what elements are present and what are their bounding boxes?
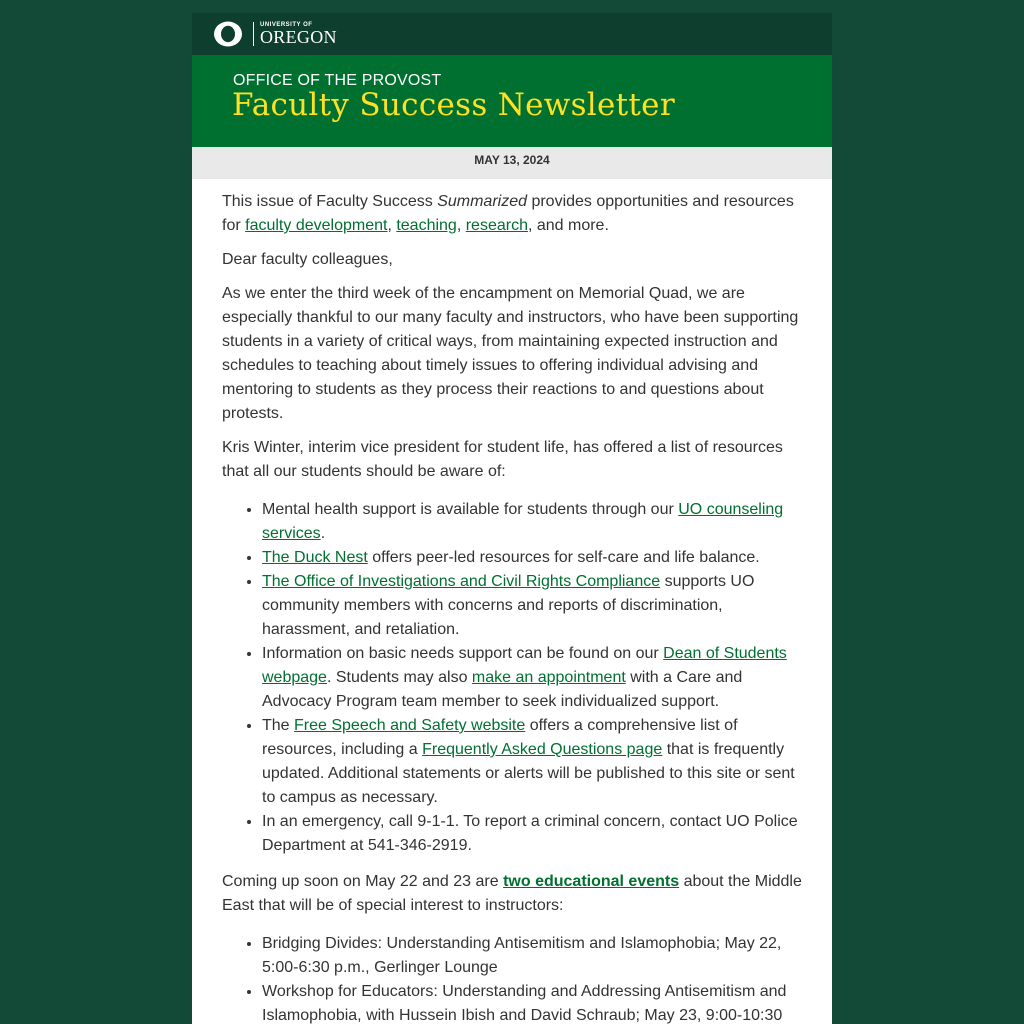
item-text: Information on basic needs support can be found on our [262,645,664,662]
duck-nest-link[interactable]: The Duck Nest [262,549,368,566]
events-text: Coming up soon on May 22 and 23 are [222,873,504,890]
intro-italic: Summarized [437,193,527,210]
teaching-link[interactable]: teaching [396,217,457,234]
list-item [262,570,802,642]
list-item [262,546,802,570]
item-text: that is frequently updated. Additional statements or alerts will be published to this site or sent to campus as necessary. [262,741,795,806]
faculty-development-link[interactable]: faculty development [245,217,388,234]
o-mark-icon [213,21,243,47]
resources-list [222,498,802,858]
events-list [222,932,802,1024]
item-text: Mental health support is available for students through our [262,501,679,518]
intro-text: This issue of Faculty Success [222,193,438,210]
educational-events-link[interactable]: two educational events [503,873,680,890]
intro-text-mid: provides opportunities and resources for [222,193,794,234]
civil-rights-office-link[interactable]: The Office of Investigations and Civil Rights Compliance [262,573,661,590]
item-text: . Students may also [326,669,472,686]
free-speech-link[interactable]: Free Speech and Safety website [294,717,526,734]
research-link[interactable]: research [465,217,528,234]
intro-paragraph [222,190,802,238]
events-paragraph [222,870,802,918]
list-item [262,642,802,714]
greeting: Dear faculty colleagues, [222,251,393,268]
list-item: • In an emergency, call 9-1-1. To report a criminal concern, contact UO Police Department at 541-346-2919. [262,810,802,858]
intro-separator: , [456,217,466,234]
list-item: • Bridging Divides: Understanding Antisemitism and Islamophobia; May 22, 5:00-6:30 p.m., Gerlinger Lounge [262,932,802,980]
make-appointment-link[interactable]: make an appointment [471,669,626,686]
list-item: • Workshop for Educators: Understanding and Addressing Antisemitism and Islamophobia, with Hussein Ibish and David Schraub; May 23, 9:00-10:30 [262,980,802,1024]
top-bar [192,13,832,55]
dean-of-students-link[interactable]: Dean of Students webpage [262,645,787,686]
logo-small-text: UNIVERSITY OF [260,22,313,28]
encampment-paragraph: As we enter the third week of the encampment on Memorial Quad, we are especially thankful to our many faculty and instructors, who have been supporting students in a variety of critical ways, from maintaining expected instruction and schedules to teaching about timely issues to offering individual advising and mentoring to students as they process their reactions to and questions about protests. [222,285,799,422]
list-item [262,714,802,810]
item-text: offers a comprehensive list of resources, including a [262,717,738,758]
item-text: The [262,717,295,734]
intro-text-end: , and more. [527,217,609,234]
resources-intro-paragraph: Kris Winter, interim vice president for student life, has offered a list of resources that all our students should be aware of: [222,439,783,480]
faq-page-link[interactable]: Frequently Asked Questions page [422,741,663,758]
banner-kicker: OFFICE OF THE PROVOST [233,72,442,89]
item-text: . [320,525,326,542]
newsletter-banner [192,55,832,147]
item-text: with a Care and Advocacy Program team member to seek individualized support. [262,669,743,710]
list-item [262,498,802,546]
logo-big-text: OREGON [260,27,337,47]
newsletter-title: Faculty Success Newsletter [232,87,675,123]
newsletter-body [192,179,832,1024]
logo-wordmark [253,22,337,46]
item-text: offers peer-led resources for self-care and life balance. [367,549,760,566]
events-text: about the Middle East that will be of special interest to instructors: [222,873,802,914]
issue-date: MAY 13, 2024 [192,147,832,179]
uo-logo[interactable] [213,19,337,49]
intro-separator: , [387,217,397,234]
item-text: supports UO community members with concerns and reports of discrimination, harassment, and retaliation. [262,573,755,638]
newsletter-email [192,13,832,1024]
uo-counseling-link[interactable]: UO counseling services [262,501,784,542]
